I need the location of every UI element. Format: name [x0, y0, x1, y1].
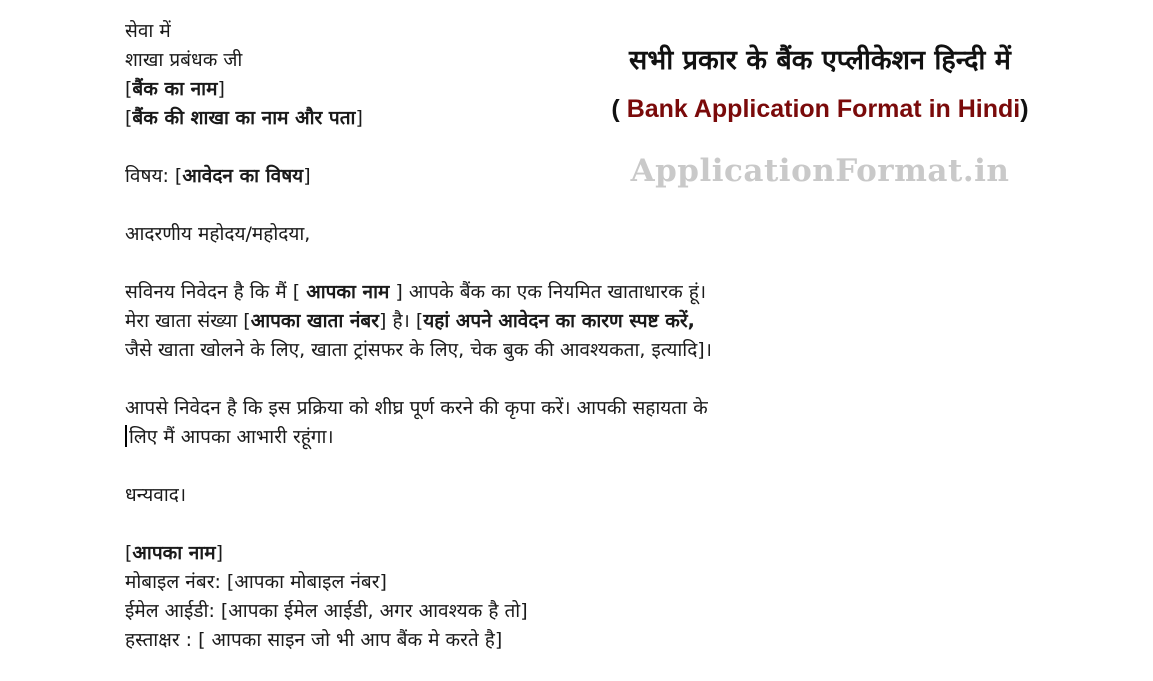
site-watermark: ApplicationFormat.in — [630, 153, 1010, 189]
para2-line1: आपसे निवेदन है कि इस प्रक्रिया को शीघ्र पूर्ण करने की कृपा करें। आपकी सहायता के — [125, 397, 708, 419]
reason-placeholder: यहां अपने आवेदन का कारण स्पष्ट करें, — [423, 310, 695, 332]
branch-line: [बैंक की शाखा का नाम और पता] — [125, 107, 363, 129]
text-cursor — [125, 425, 127, 447]
bank-name-line: [बैंक का नाम] — [125, 78, 225, 100]
sign-name-placeholder: आपका नाम — [132, 542, 216, 564]
subject-line: विषय: [आवेदन का विषय] — [125, 165, 311, 187]
email-line: ईमेल आईडी: [आपका ईमेल आईडी, अगर आवश्यक है तो] — [125, 600, 528, 622]
mobile-line: मोबाइल नंबर: [आपका मोबाइल नंबर] — [125, 571, 387, 593]
subject-placeholder: आवेदन का विषय — [182, 165, 304, 187]
branch-placeholder: बैंक की शाखा का नाम और पता — [132, 107, 356, 129]
page-subtitle: ( Bank Application Format in Hindi) — [611, 95, 1029, 123]
subtitle-text: Bank Application Format in Hindi — [619, 95, 1021, 123]
recipient-line-1: सेवा में — [125, 20, 171, 42]
subject-label: विषय: [ — [125, 165, 183, 187]
page-title: सभी प्रकार के बैंक एप्लीकेशन हिन्दी में — [629, 45, 1011, 76]
thanks-line: धन्यवाद। — [125, 484, 187, 506]
signature-line: हस्ताक्षर : [ आपका साइन जो भी आप बैंक मे करते है] — [125, 629, 503, 651]
sign-name-line: [आपका नाम] — [125, 542, 224, 564]
para1-line3: जैसे खाता खोलने के लिए, खाता ट्रांसफर के लिए, चेक बुक की आवश्यकता, इत्यादि]। — [125, 339, 712, 361]
para1-line1: सविनय निवेदन है कि मैं [ आपका नाम ] आपके बैंक का एक नियमित खाताधारक हूं। — [125, 281, 707, 303]
bank-name-placeholder: बैंक का नाम — [132, 78, 218, 100]
para1-line2: मेरा खाता संख्या [आपका खाता नंबर] है। [यहां अपने आवेदन का कारण स्पष्ट करें, — [125, 310, 695, 332]
name-placeholder: आपका नाम — [306, 281, 390, 303]
para2-line2: लिए मैं आपका आभारी रहूंगा। — [125, 423, 885, 452]
account-placeholder: आपका खाता नंबर — [250, 310, 380, 332]
salutation: आदरणीय महोदय/महोदया, — [125, 223, 311, 245]
recipient-line-2: शाखा प्रबंधक जी — [125, 49, 243, 71]
